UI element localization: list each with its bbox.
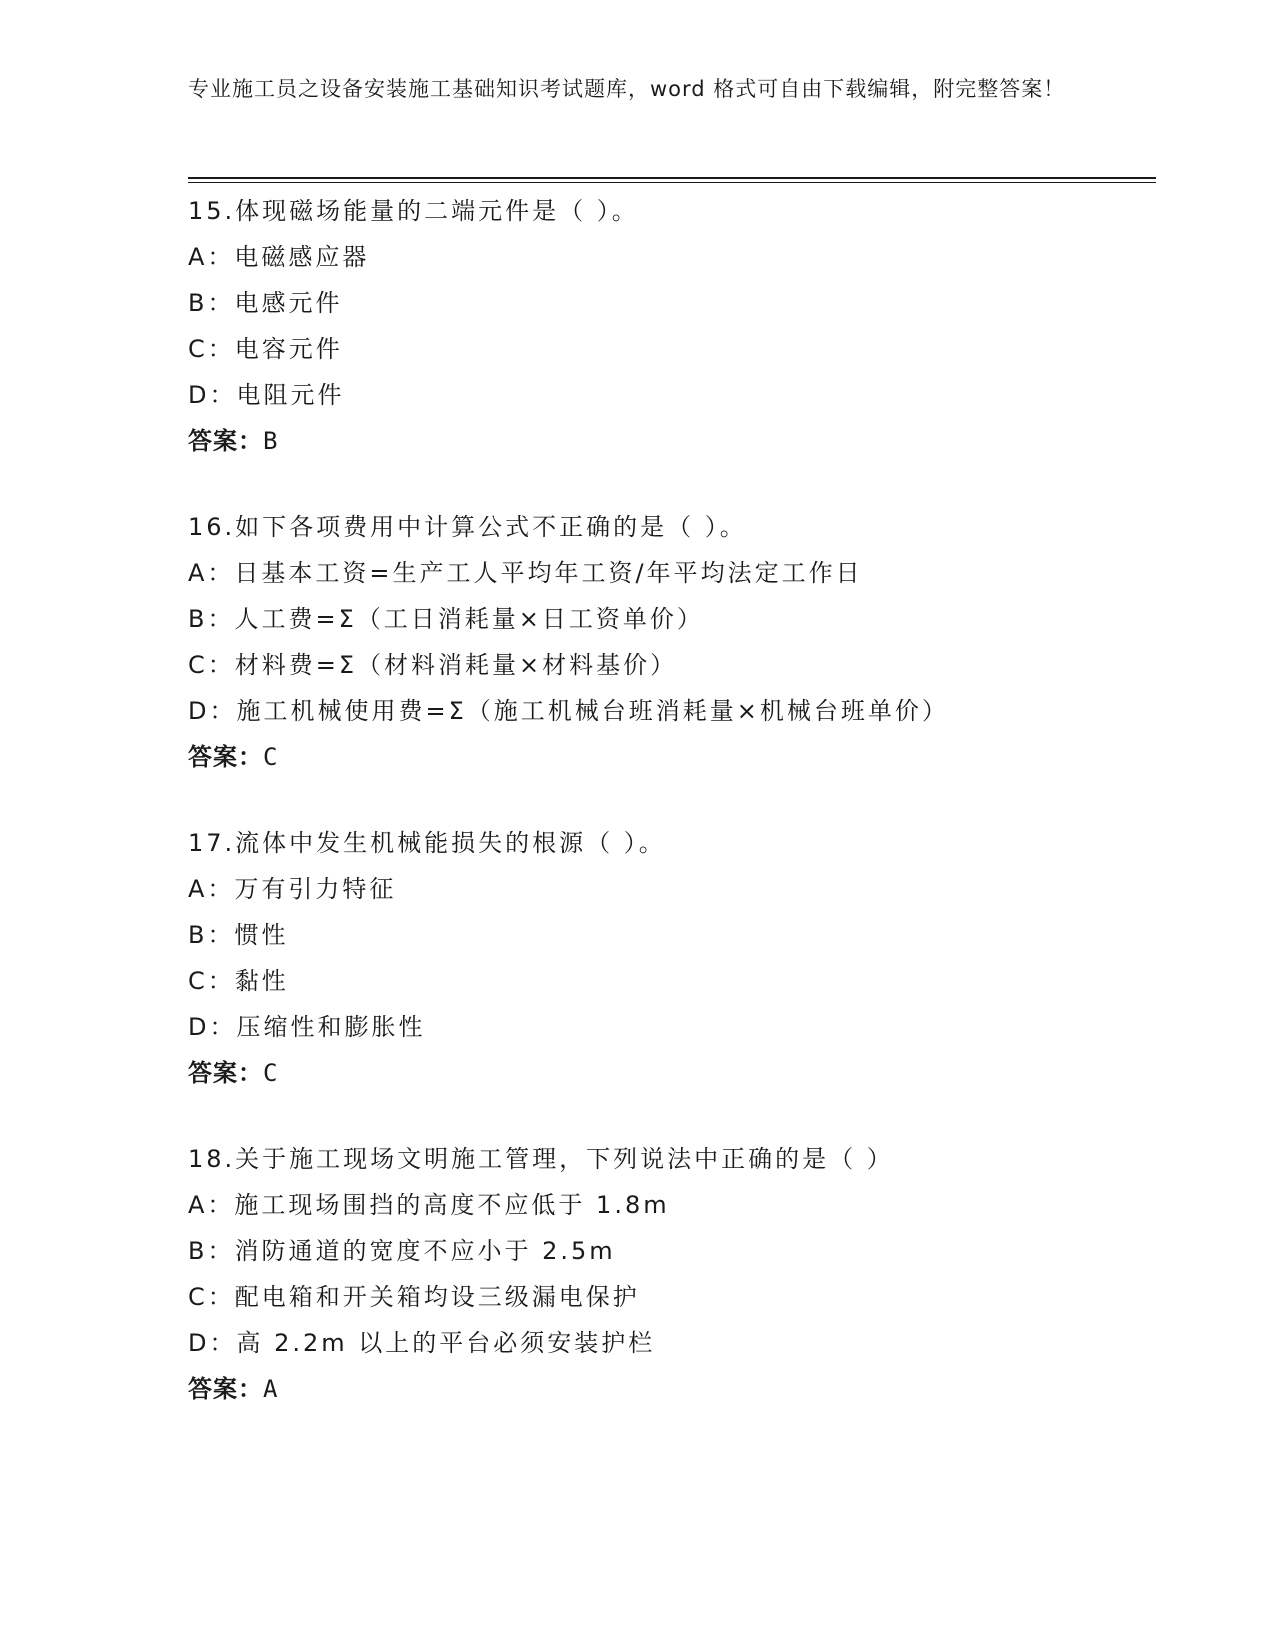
answer-value: A <box>263 1375 279 1403</box>
option-c: C：配电箱和开关箱均设三级漏电保护 <box>188 1283 640 1311</box>
option-a: A：日基本工资=生产工人平均年工资/年平均法定工作日 <box>188 559 863 587</box>
option-b: B：消防通道的宽度不应小于 2.5m <box>188 1237 616 1265</box>
question-15 <box>188 188 1156 464</box>
question-stem: 15.体现磁场能量的二端元件是（ ）。 <box>188 197 639 225</box>
header-intro-text: 专业施工员之设备安装施工基础知识考试题库，word 格式可自由下载编辑，附完整答案！ <box>188 77 1066 101</box>
document-header <box>188 74 1068 105</box>
question-18 <box>188 1136 1156 1412</box>
question-stem: 17.流体中发生机械能损失的根源（ ）。 <box>188 829 666 857</box>
option-d: D：高 2.2m 以上的平台必须安装护栏 <box>188 1329 656 1357</box>
option-a: A：施工现场围挡的高度不应低于 1.8m <box>188 1191 670 1219</box>
question-16 <box>188 504 1156 780</box>
answer-line <box>188 418 1156 464</box>
answer-value: C <box>263 743 279 771</box>
option-a: A：电磁感应器 <box>188 243 370 271</box>
answer-label: 答案： <box>188 1059 263 1087</box>
option-b: B：电感元件 <box>188 289 343 317</box>
option-c: C：电容元件 <box>188 335 343 363</box>
answer-label: 答案： <box>188 1375 263 1403</box>
option-c: C：黏性 <box>188 967 289 995</box>
question-stem: 16.如下各项费用中计算公式不正确的是（ ）。 <box>188 513 747 541</box>
option-b: B：人工费=Σ（工日消耗量×日工资单价） <box>188 605 704 633</box>
question-stem: 18.关于施工现场文明施工管理，下列说法中正确的是（ ） <box>188 1145 894 1173</box>
header-divider-thin <box>188 182 1156 183</box>
answer-value: B <box>263 427 279 455</box>
answer-line <box>188 1366 1156 1412</box>
answer-line <box>188 1050 1156 1096</box>
option-c: C：材料费=Σ（材料消耗量×材料基价） <box>188 651 678 679</box>
answer-label: 答案： <box>188 743 263 771</box>
answer-label: 答案： <box>188 427 263 455</box>
option-d: D：施工机械使用费=Σ（施工机械台班消耗量×机械台班单价） <box>188 697 949 725</box>
option-d: D：电阻元件 <box>188 381 345 409</box>
option-d: D：压缩性和膨胀性 <box>188 1013 426 1041</box>
answer-value: C <box>263 1059 279 1087</box>
header-divider <box>188 177 1156 179</box>
option-a: A：万有引力特征 <box>188 875 397 903</box>
option-b: B：惯性 <box>188 921 289 949</box>
answer-line <box>188 734 1156 780</box>
question-17 <box>188 820 1156 1096</box>
